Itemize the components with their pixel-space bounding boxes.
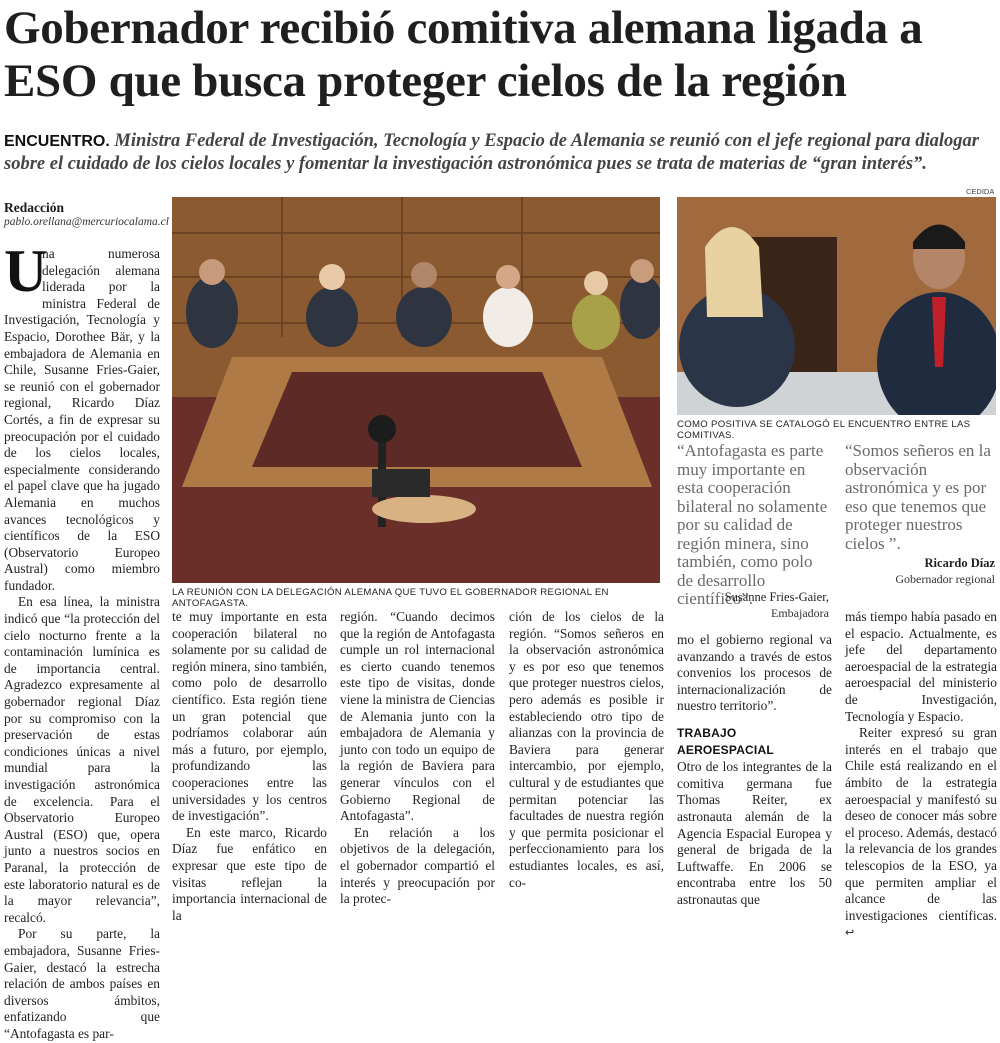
byline-name: Redacción [4,200,64,215]
pull-quote-ambassador: “Antofagasta es parte muy importante en esta cooperación bilateral no solamente por su calidad de región minera, sino también, como polo de desarrollo científico”. [677,441,828,608]
headline: Gobernador recibió comitiva alemana ligada a ESO que busca proteger cielos de la región [4,2,923,107]
body-column-4 [509,609,664,891]
paragraph [845,725,997,942]
meeting-room-photo-image [172,197,660,583]
quote-attribution-name: Susanne Fries-Gaier, [724,590,829,604]
paragraph: En esa línea, la ministra indicó que “la protección del cielo nocturno frente a la contaminación lumínica es de importancia central. Agradezco expresamente al gobernador regional Díaz por su compromiso con la preservación de estas condiciones únicas a nivel mundial para la investigación astronómica de excelencia. Para el Observatorio Europeo Austral (ESO) que, opera junto a nuestros socios en Paranal, la protección de este laboratorio natural es de la mayor relevancia”, recalcó. [4,594,160,925]
photo-credit: CEDIDA [966,187,995,196]
quote-attribution-role: Embajadora [771,606,829,620]
kicker: ENCUENTRO. [4,133,110,150]
paragraph: ción de los cielos de la región. “Somos señeros en la observación astronómica y es por eso que tenemos que proteger nuestros cielos, pero además es posible ir estableciendo otro tipo de alianzas con la provincia de Baviera para generar intercambio, por ejemplo, cultural y de estudiantes que permitan potenciar las facultades de nuestra región y que permita posicionar el perfeccionamiento para los estudiantes locales, es así, co- [509,609,664,890]
body-column-3 [340,609,495,908]
body-column-1 [4,238,160,1043]
quote-attribution-name: Ricardo Díaz [924,556,995,570]
drop-cap: U [4,238,48,304]
paragraph: Por su parte, la embajadora, Susanne Fries-Gaier, destacó la estrecha relación de ambos países en diversos ámbitos, enfatizando que “Antofagasta es par- [4,926,160,1041]
paragraph: te muy importante en esta cooperación bilateral no solamente por su calidad de región minera, sino también, como polo de desarrollo científico. Esta región tiene un gran potencial que podríamos colaborar aún más a futuro, por ejemplo, profundizando las cooperaciones entre las universidades y los centros de investigación”. [172,609,327,824]
paragraph: na numerosa delegación alemana liderada por la ministra Federal de Investigación, Tecnología y Espacio, Dorothee Bär, y la embajadora de Alemania en Chile, Susanne Fries-Gaier, se reunió con el gobernador regional, Ricardo Díaz Cortés, a fin de expresar su preocupación por el cuidado de los cielos locales, especialmente considerando el papel clave que ha jugado Alemania en muchos avances tecnológicos y científicos de la ESO (Observatorio Europeo Austral) como miembro fundador. [4,246,160,593]
officials-photo-image [677,197,996,415]
paragraph: En relación a los objetivos de la delegación, el gobernador compartió el interés y preocupación por la protec- [340,824,495,907]
body-column-6 [845,609,997,942]
body-column-2 [172,609,327,924]
pull-quote-governor: “Somos señeros en la observación astronómica y es por eso que tenemos que proteger nuestros cielos ”. [845,441,991,553]
officials-photo [677,197,996,415]
deck-summary [4,130,994,176]
photo-caption-main: LA REUNIÓN CON LA DELEGACIÓN ALEMANA QUE TUVO EL GOBERNADOR REGIONAL EN ANTOFAGASTA. [172,587,609,609]
photo-caption-side: COMO POSITIVA SE CATALOGÓ EL ENCUENTRO ENTRE LAS COMITIVAS. [677,419,971,441]
section-subhead: TRABAJO AEROESPACIAL [677,725,774,757]
paragraph: región. “Cuando decimos que la región de Antofagasta cumple un rol internacional es cierto cuando tenemos este tipo de visitas, donde viene la ministra de Ciencias de Alemania junto con la embajadora de Alemania y junto con todo un equipo de la región de Baviera para generar vínculos con el Gobierno Regional de Antofagasta”. [340,609,495,824]
end-mark-icon: ↩ [845,926,855,940]
quote-attribution-role: Gobernador regional [895,572,995,586]
meeting-room-photo [172,197,660,583]
deck-text: Ministra Federal de Investigación, Tecnología y Espacio de Alemania se reunió con el jefe regional para dialogar sobre el cuidado de los cielos locales y fomentar la investigación astronómica pues se trata de materias de “gran interés”. [4,131,979,174]
paragraph: mo el gobierno regional va avanzando a través de estos convenios los procesos de internacionalización de nuestro territorio”. [677,632,832,714]
body-column-5 [677,632,832,909]
paragraph: En este marco, Ricardo Díaz fue enfático en expresar que este tipo de visitas reflejan la importancia internacional de la [172,824,327,923]
byline-email[interactable]: pablo.orellana@mercuriocalama.cl [4,216,169,228]
paragraph: más tiempo había pasado en el espacio. Actualmente, es jefe del departamento aeroespacial de la estrategia aeroespacial del ministerio de Investigación, Tecnología y Espacio. [845,609,997,724]
paragraph-text: Reiter expresó su gran interés en el trabajo que Chile está realizando en el ámbito de la estrategia aeroespacial y manifestó su deseo de conocer más sobre el proceso. Además, destacó la relevancia de los grandes telescopios de la ESO, ya que permiten ampliar el alcance de las investigaciones científicas. [845,725,997,923]
paragraph: Otro de los integrantes de la comitiva germana fue Thomas Reiter, ex astronauta alemán de la Agencia Espacial Europea y general de brigada de la Luftwaffe. En 2006 se encontraba entre los 50 astronautas que [677,759,832,907]
